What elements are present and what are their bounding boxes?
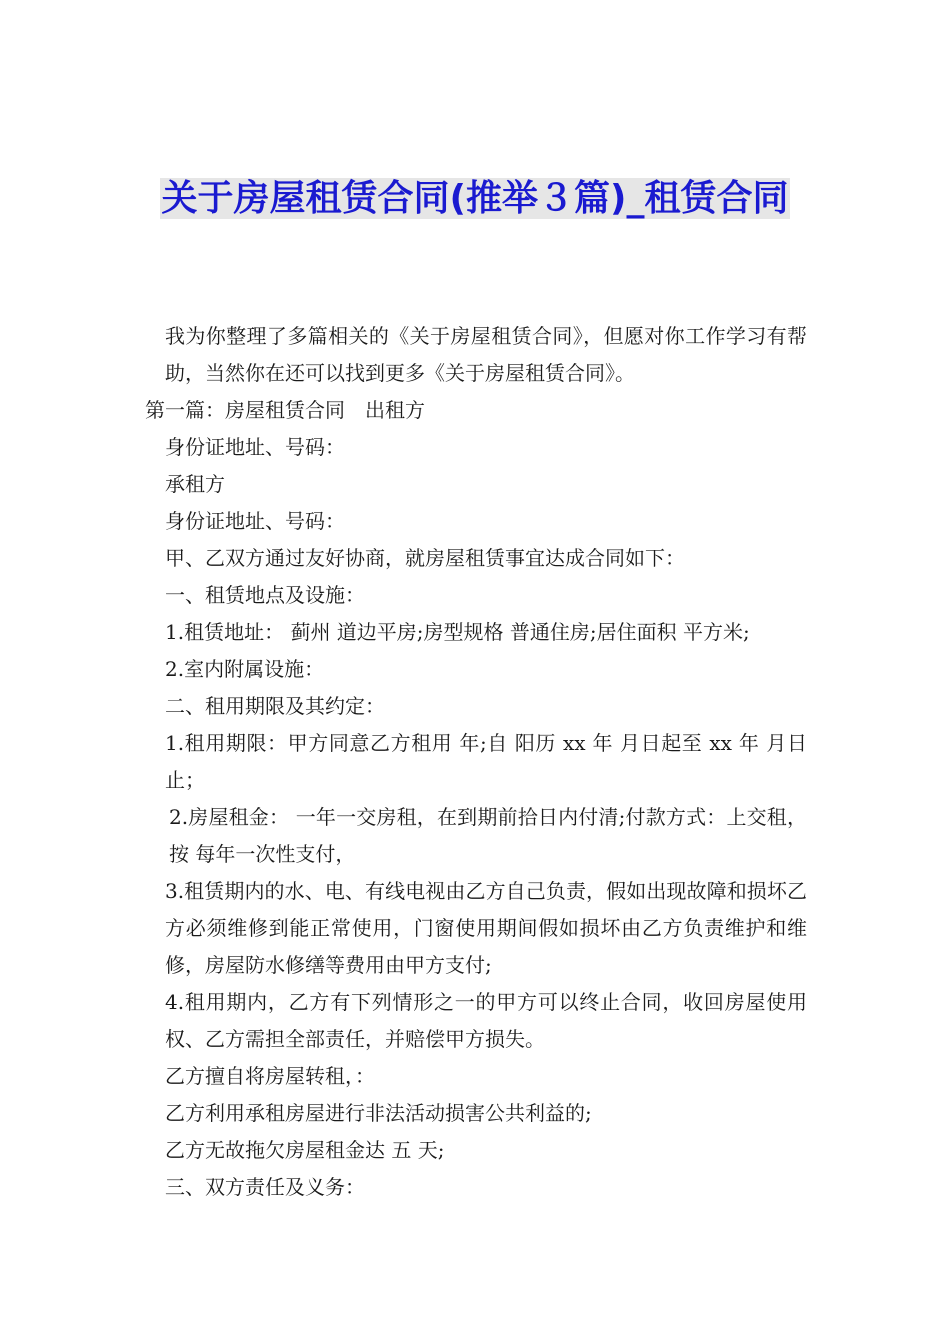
document-title — [140, 172, 810, 226]
intro-paragraph: 我为你整理了多篇相关的《关于房屋租赁合同》，但愿对你工作学习有帮助，当然你在还可以找到更多《关于房屋租赁合同》。 — [165, 324, 807, 385]
lessor-id-line: 身份证地址、号码： — [165, 435, 345, 459]
clause-2-3: 3.租赁期内的水、电、有线电视由乙方自己负责，假如出现故障和损坏乙方必须维修到能正常使用，门窗使用期间假如损坏由乙方负责维护和维修，房屋防水修缮等费用由甲方支付; — [165, 879, 807, 977]
document-body — [145, 318, 807, 1206]
clause-heading-2: 二、租用期限及其约定： — [165, 694, 385, 718]
lessee-id-line: 身份证地址、号码： — [165, 509, 345, 533]
termination-case-2: 乙方利用承租房屋进行非法活动损害公共利益的; — [165, 1101, 592, 1125]
agreement-preamble: 甲、乙双方通过友好协商，就房屋租赁事宜达成合同如下： — [165, 546, 685, 570]
clause-2-2: 2.房屋租金： 一年一交房租，在到期前拾日内付清;付款方式：上交租，按 每年一次性支付， — [169, 805, 807, 866]
lessee-label: 承租方 — [165, 472, 225, 496]
clause-1-1: 1.租赁地址： 蓟州 道边平房;房型规格 普通住房;居住面积 平方米; — [165, 620, 750, 644]
section-heading-part-1: 第一篇：房屋租赁合同 出租方 — [145, 398, 425, 422]
clause-2-1: 1.租用期限：甲方同意乙方租用 年;自 阳历 xx 年 月日起至 xx 年 月日止； — [165, 731, 807, 792]
document-title-text: 关于房屋租赁合同(推举３篇)_租赁合同 — [161, 178, 789, 219]
clause-heading-1: 一、租赁地点及设施： — [165, 583, 365, 607]
termination-case-1: 乙方擅自将房屋转租，： — [165, 1064, 375, 1088]
termination-case-3: 乙方无故拖欠房屋租金达 五 天; — [165, 1138, 445, 1162]
clause-2-4: 4.租用期内，乙方有下列情形之一的甲方可以终止合同，收回房屋使用权、乙方需担全部责任，并赔偿甲方损失。 — [165, 990, 807, 1051]
clause-heading-3: 三、双方责任及义务： — [165, 1175, 365, 1199]
clause-1-2: 2.室内附属设施： — [165, 657, 325, 681]
